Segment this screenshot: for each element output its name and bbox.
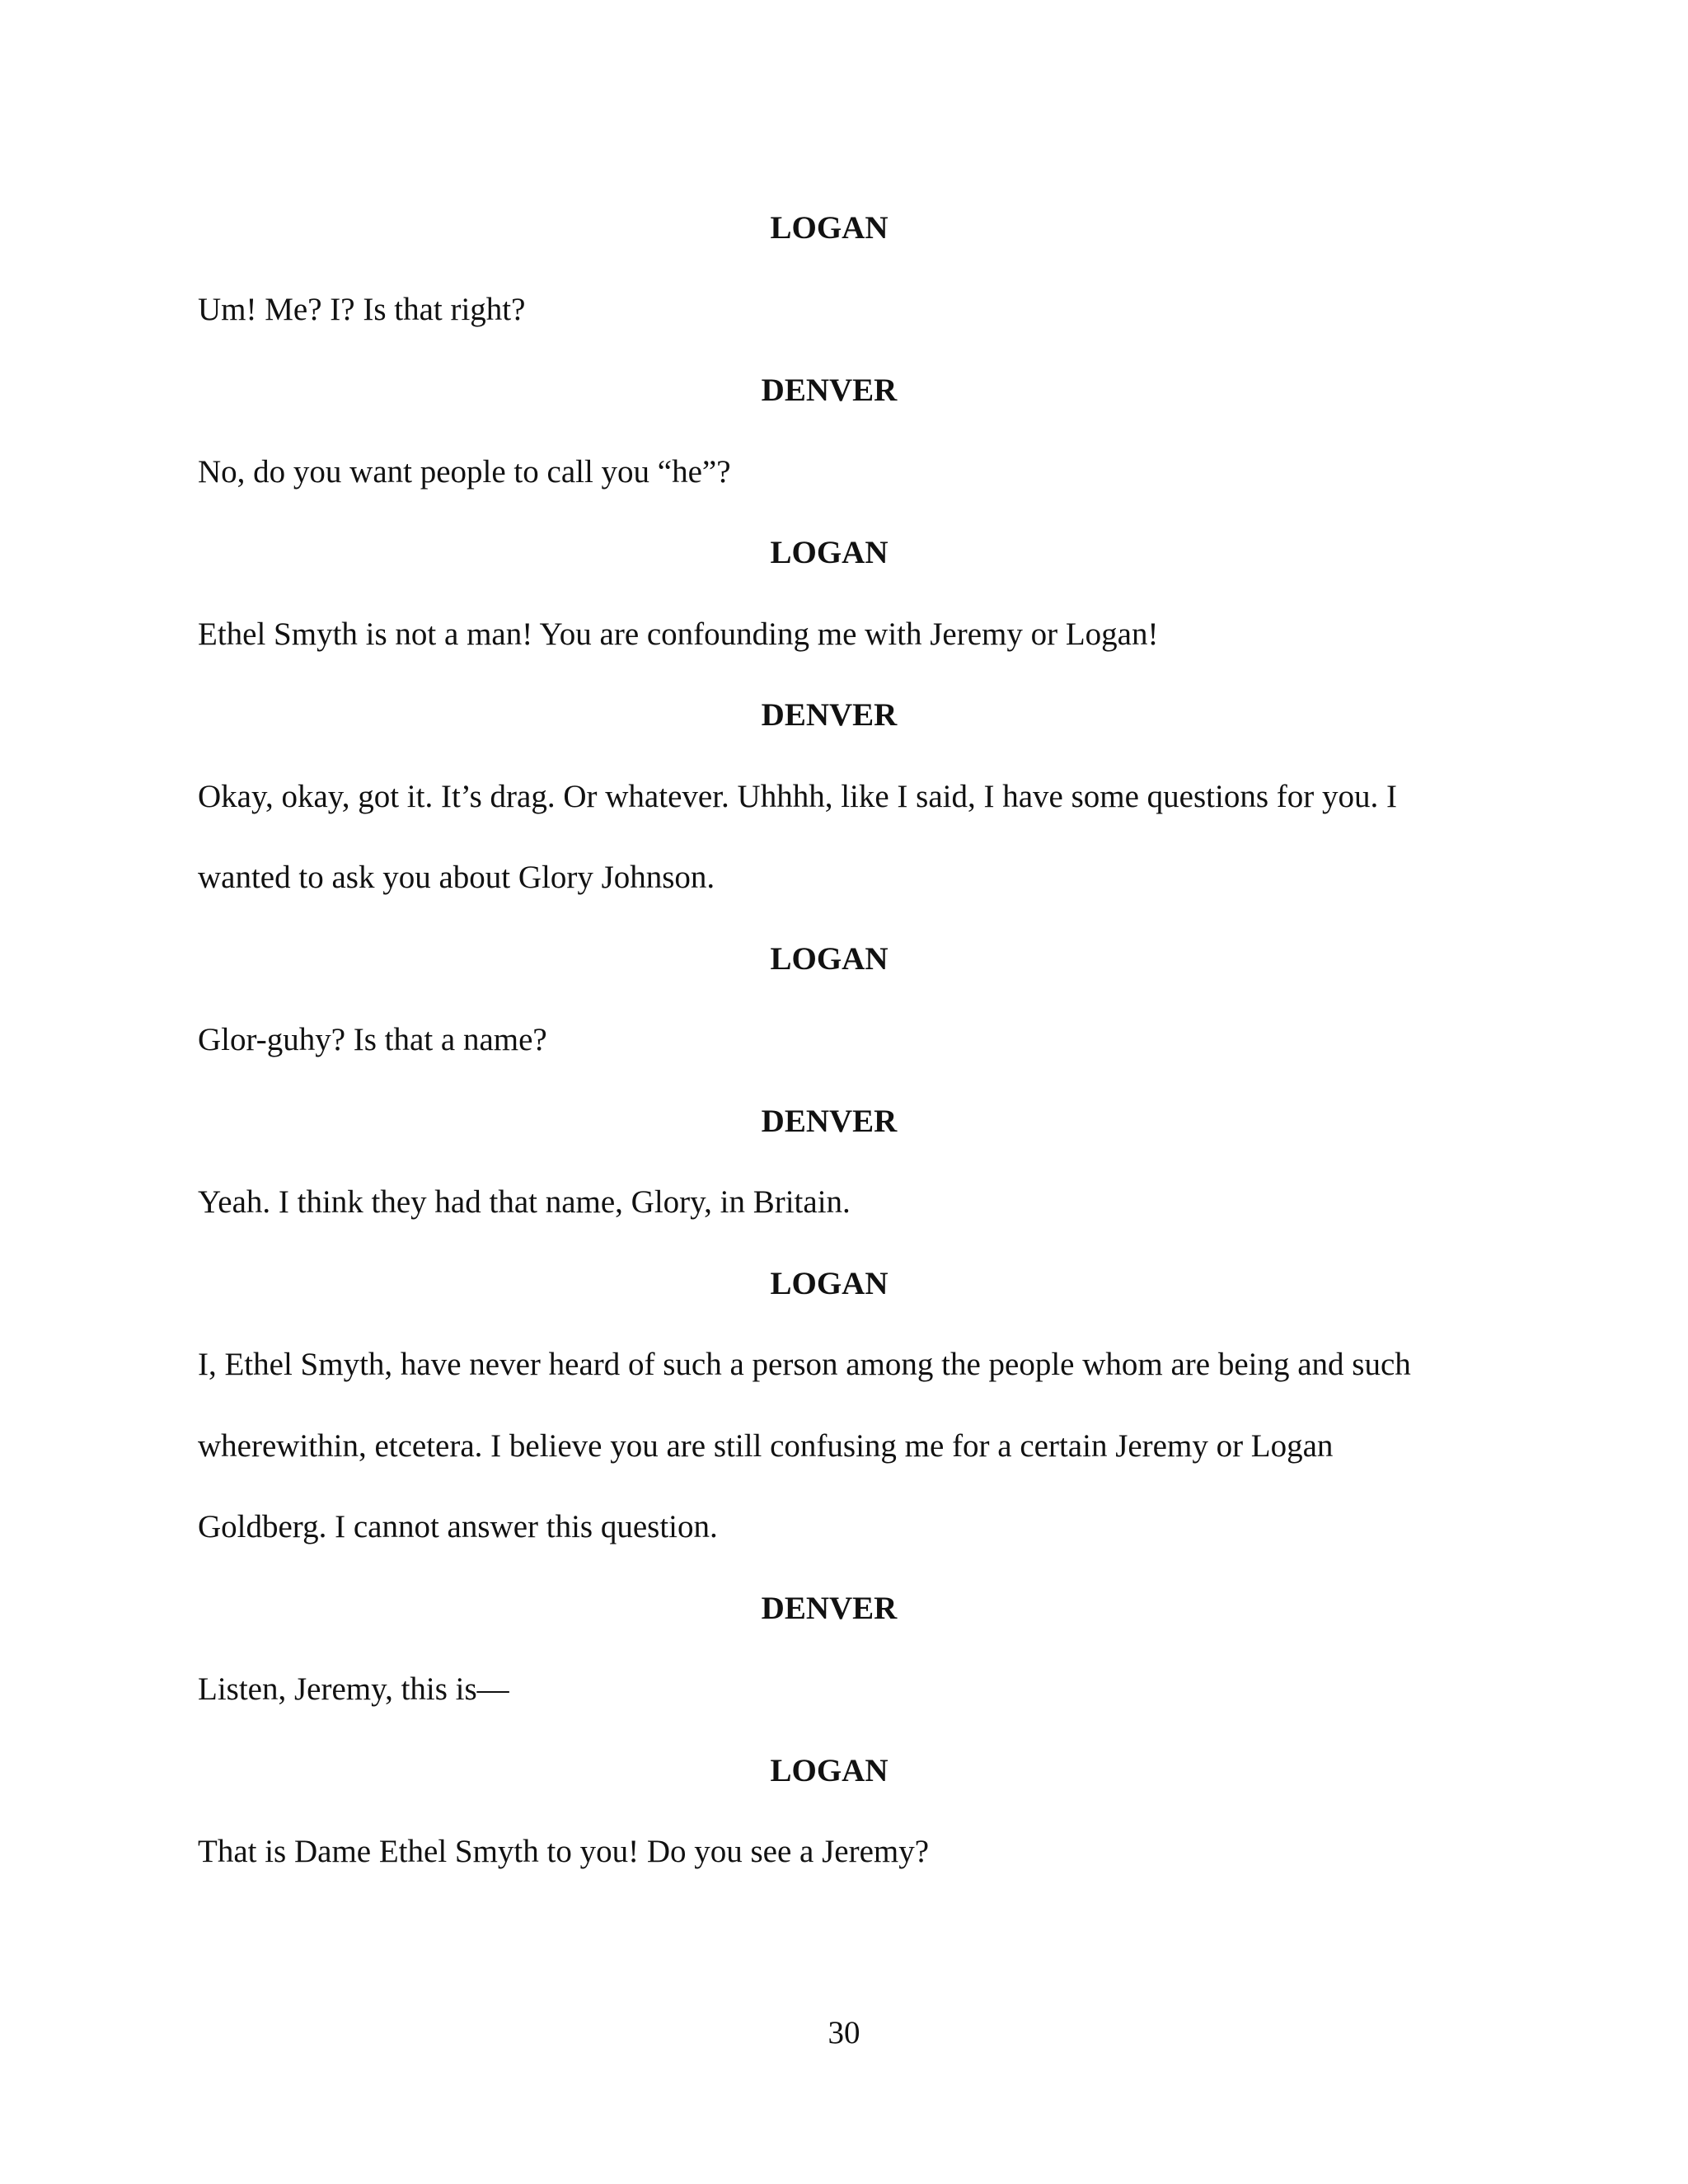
- character-name: LOGAN: [770, 210, 889, 246]
- dialogue-line: Glor-guhy? Is that a name?: [198, 1022, 547, 1057]
- dialogue-line: Um! Me? I? Is that right?: [198, 291, 526, 327]
- dialogue-line: That is Dame Ethel Smyth to you! Do you see a Jeremy?: [198, 1834, 930, 1869]
- character-name: LOGAN: [770, 535, 889, 570]
- dialogue-line: I, Ethel Smyth, have never heard of such a person among the people whom are being and such: [198, 1347, 1411, 1382]
- dialogue-line: wanted to ask you about Glory Johnson.: [198, 860, 715, 895]
- dialogue-line: wherewithin, etcetera. I believe you are still confusing me for a certain Jeremy or Logan: [198, 1427, 1334, 1464]
- dialogue-line: Listen, Jeremy, this is—: [198, 1671, 509, 1707]
- character-name: DENVER: [761, 1590, 898, 1626]
- script-body: [198, 188, 1484, 1893]
- character-name: LOGAN: [770, 1752, 889, 1788]
- dialogue-line: No, do you want people to call you “he”?: [198, 453, 731, 490]
- character-name: LOGAN: [770, 940, 889, 977]
- dialogue-line: Okay, okay, got it. It’s drag. Or whatever. Uhhhh, like I said, I have some questions for you. I: [198, 778, 1397, 814]
- character-name: DENVER: [761, 1103, 898, 1139]
- character-name: DENVER: [761, 373, 898, 408]
- dialogue-line: Yeah. I think they had that name, Glory, in Britain.: [198, 1184, 851, 1220]
- dialogue-line: Ethel Smyth is not a man! You are confounding me with Jeremy or Logan!: [198, 616, 1159, 652]
- dialogue-line: Goldberg. I cannot answer this question.: [198, 1509, 718, 1544]
- character-name: DENVER: [761, 697, 898, 733]
- page-number: 30: [828, 2015, 860, 2050]
- character-name: LOGAN: [770, 1265, 889, 1301]
